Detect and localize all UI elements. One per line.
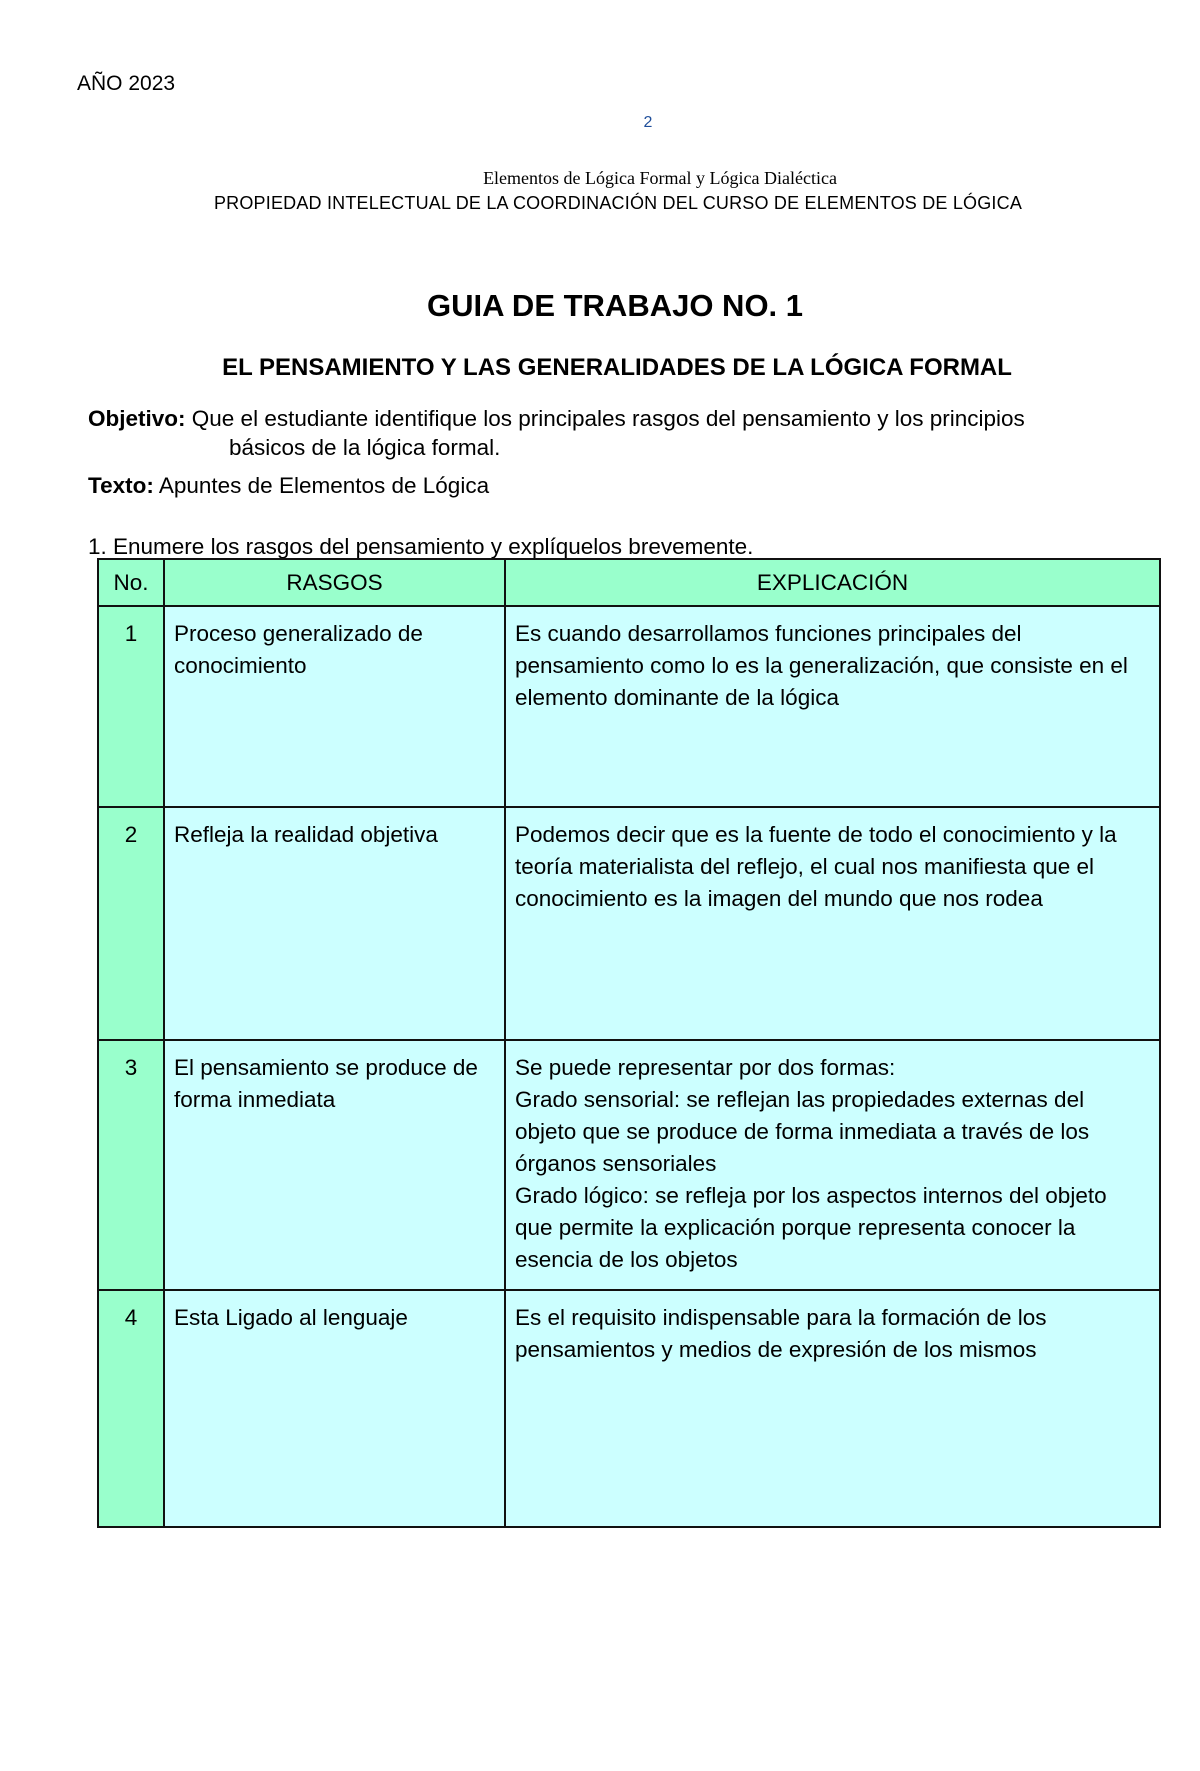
traits-table xyxy=(97,558,1161,1528)
row-trait: Refleja la realidad objetiva xyxy=(164,807,505,1040)
text-label: Texto: xyxy=(88,473,154,498)
page-number: 2 xyxy=(643,114,653,131)
course-header: Elementos de Lógica Formal y Lógica Dialéctica xyxy=(483,168,837,188)
row-number: 2 xyxy=(98,807,164,1040)
header-traits: RASGOS xyxy=(164,559,505,606)
objective-text-line1: Que el estudiante identifique los principales rasgos del pensamiento y los principios xyxy=(191,406,1025,431)
explanation-line: Grado sensorial: se reflejan las propiedades externas del objeto que se produce de forma inmediata a través de los órganos sensoriales xyxy=(515,1087,1090,1176)
row-trait: Esta Ligado al lenguaje xyxy=(164,1290,505,1527)
table-row xyxy=(98,1040,1160,1290)
question-1: 1. Enumere los rasgos del pensamiento y explíquelos brevemente. xyxy=(88,534,754,559)
explanation-line: Podemos decir que es la fuente de todo el conocimiento y la teoría materialista del reflejo, el cual nos manifiesta que el conocimiento es la imagen del mundo que nos rodea xyxy=(515,822,1117,911)
row-explanation xyxy=(505,1290,1160,1527)
row-trait: Proceso generalizado de conocimiento xyxy=(164,606,505,807)
objective-label: Objetivo: xyxy=(88,406,186,431)
explanation-line: Es cuando desarrollamos funciones principales del pensamiento como lo es la generalización, que consiste en el elemento dominante de la lógica xyxy=(515,621,1128,710)
row-explanation xyxy=(505,606,1160,807)
row-trait: El pensamiento se produce de forma inmediata xyxy=(164,1040,505,1290)
row-number: 3 xyxy=(98,1040,164,1290)
header-explanation: EXPLICACIÓN xyxy=(505,559,1160,606)
table-row xyxy=(98,807,1160,1040)
explanation-line: Es el requisito indispensable para la formación de los pensamientos y medios de expresión de los mismos xyxy=(515,1305,1047,1362)
explanation-line: Grado lógico: se refleja por los aspectos internos del objeto que permite la explicación porque representa conocer la esencia de los objetos xyxy=(515,1183,1107,1272)
guide-subtitle: EL PENSAMIENTO Y LAS GENERALIDADES DE LA LÓGICA FORMAL xyxy=(222,354,1012,381)
property-header: PROPIEDAD INTELECTUAL DE LA COORDINACIÓN DEL CURSO DE ELEMENTOS DE LÓGICA xyxy=(213,193,1023,213)
guide-title: GUIA DE TRABAJO NO. 1 xyxy=(426,288,804,323)
row-number: 1 xyxy=(98,606,164,807)
table-row xyxy=(98,1290,1160,1527)
table-header-row xyxy=(98,559,1160,606)
explanation-line: Se puede representar por dos formas: xyxy=(515,1055,896,1080)
table-row xyxy=(98,606,1160,807)
row-explanation xyxy=(505,807,1160,1040)
text-reference xyxy=(88,473,489,499)
objective-paragraph xyxy=(88,404,1148,462)
row-number: 4 xyxy=(98,1290,164,1527)
row-explanation xyxy=(505,1040,1160,1290)
year-label: AÑO 2023 xyxy=(77,72,176,95)
objective-text-line2: básicos de la lógica formal. xyxy=(229,435,501,460)
text-value: Apuntes de Elementos de Lógica xyxy=(158,473,490,498)
header-no: No. xyxy=(98,559,164,606)
